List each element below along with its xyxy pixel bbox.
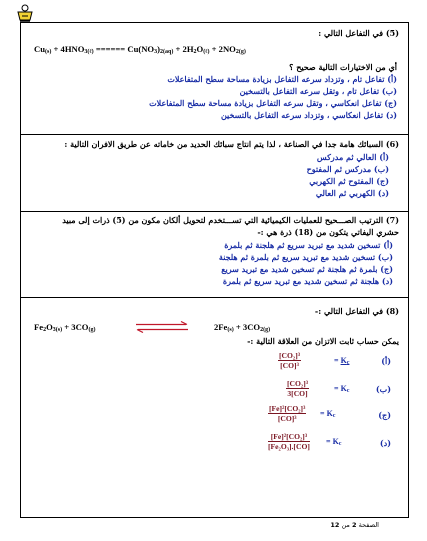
question-8-option-d-kc: = $K_c$ (326, 437, 342, 447)
question-8-option-a-fraction: $\frac{\text{[CO₂]³}}{\text{[CO]³}}$ (279, 351, 301, 370)
divider (20, 297, 409, 298)
question-7-option-a[interactable]: (أ) تسخين شديد مع تبريد سريع ثم هلجنة ثم بلمرة (224, 240, 393, 250)
question-7-option-c[interactable]: (ج) بلمرة ثم هلجنة ثم تسخين شديد مع تبريد سريع (221, 264, 393, 274)
question-7-option-b[interactable]: (ب) تسخين شديد مع تبريد سريع ثم بلمرة ثم هلجنة (218, 252, 393, 262)
question-5-option-b[interactable]: (ب) تفاعل تام ، وتقل سرعه التفاعل بالتسخين (239, 86, 397, 96)
question-6-option-b[interactable]: (ب) مدركس ثم المفتوح (306, 164, 389, 174)
question-8-option-c-fraction: $\frac{\text{[Fe]²[CO₂]³}}{\text{[CO]³}}$ (269, 404, 306, 423)
question-5-equation: $Cu_{(s)} + 4HNO_{3(\ell)}$ ====== $Cu(NO_3)_{2(aq)} + 2H_2O_{(\ell)} + 2NO_{2(g)}$ (34, 44, 246, 55)
question-8-title: (8) في التفاعل التالي :- (314, 306, 399, 316)
question-8-prompt: يمكن حساب ثابت الاتزان من العلاقة التالية :- (247, 336, 399, 346)
question-5-option-c[interactable]: (ج) تفاعل انعكاسي ، وتقل سرعه التفاعل بزيادة مساحة سطح المتفاعلات (149, 98, 397, 108)
question-7-option-d[interactable]: (د) هلجنة ثم تسخين شديد مع تبريد سريع ثم بلمرة (222, 276, 393, 286)
question-7-title-line1: (7) الترتيب الصـــحيح للعمليات الكيميائية التي تســـتخدم لتحويل ألكان مكون من (5) ذرات إلى مبيد (62, 215, 399, 225)
question-8-option-b-kc: = $K_c$ (334, 384, 350, 394)
equilibrium-arrows-icon (134, 321, 190, 333)
question-6-option-a[interactable]: (أ) العالي ثم مدركس (316, 152, 389, 162)
question-5-title: (5) في التفاعل التالي : (318, 28, 399, 38)
question-7-title-line2: حشري اليفاتي يتكون من (18) ذرة هي :- (257, 227, 399, 237)
question-8-option-c-kc: = $K_c$ (320, 409, 336, 419)
question-6-option-c[interactable]: (ج) المفتوح ثم الكهربي (309, 176, 389, 186)
question-8-option-d-label[interactable]: (د) (379, 438, 391, 448)
question-8-equation-lhs: $Fe_2O_{3(s)} + 3CO_{(g)}$ (34, 322, 96, 333)
question-6-title: (6) السبائك هامة جدا في الصناعة ، لذا يتم انتاج سبائك الحديد من خاماته عن طريق الافران التالية : (64, 139, 399, 149)
question-8-option-a-kc: = $K_c$ (334, 356, 350, 366)
ministry-logo-icon (14, 4, 36, 24)
question-8-option-d-fraction: $\frac{\text{[Fe]²[CO₂]³}}{\text{[Fe₂O₃].[CO]}}$ (268, 432, 310, 451)
divider (20, 134, 409, 135)
question-6-option-d[interactable]: (د) الكهربي ثم العالي (315, 188, 389, 198)
question-8-option-b-label[interactable]: (ب) (375, 384, 391, 394)
question-8-option-b-fraction: $\frac{\text{[CO₂]³}}{3[CO]}$ (287, 379, 309, 398)
question-5-prompt: أي من الاختيارات التالية صحيح ؟ (289, 62, 397, 72)
question-5-option-d[interactable]: (د) تفاعل انعكاسي ، وتزداد سرعه التفاعل بالتسخين (220, 110, 397, 120)
question-8-equation-rhs: $2Fe_{(s)} + 3CO_{2(g)}$ (214, 322, 271, 333)
question-8-option-a-label[interactable]: (أ) (381, 356, 391, 366)
question-8-option-c-label[interactable]: (ج) (378, 410, 391, 420)
question-5-option-a[interactable]: (أ) تفاعل تام ، وتزداد سرعه التفاعل بزيادة مساحة سطح المتفاعلات (167, 74, 397, 84)
page-number: الصفحة 2 من 12 (330, 521, 379, 529)
divider (20, 211, 409, 212)
